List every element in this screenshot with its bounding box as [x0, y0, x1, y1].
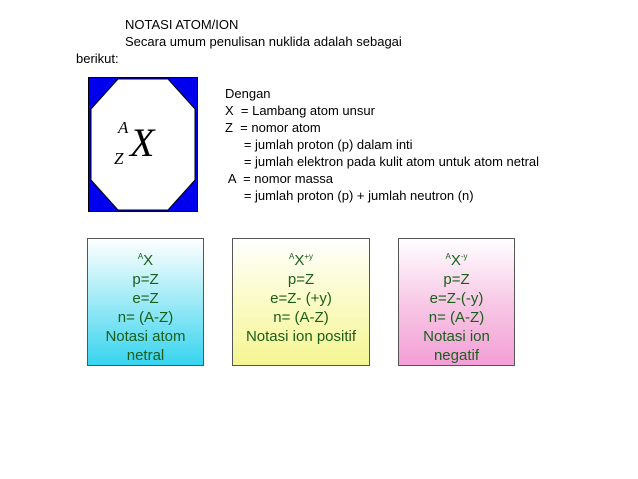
card-element-symbol: X	[294, 252, 305, 269]
card-line: n= (A-Z)	[117, 309, 174, 326]
definition-a-sum: = jumlah proton (p) + jumlah neutron (n)	[233, 188, 474, 203]
nuclide-atomic-number: Z	[114, 149, 124, 168]
card-symbol	[233, 247, 369, 270]
card-element-symbol: X	[143, 252, 154, 269]
card-line: p=Z	[132, 271, 159, 288]
card-symbol	[399, 247, 514, 270]
card-mass-superscript: A	[288, 252, 295, 261]
intro-line-1: Secara umum penulisan nuklida adalah sebagai	[125, 34, 402, 49]
card-line: p=Z	[287, 271, 315, 288]
card-line: e=Z-(-y)	[429, 290, 484, 307]
intro-title: NOTASI ATOM/ION	[125, 17, 239, 32]
card-charge-superscript: -y	[460, 252, 468, 261]
intro-line-2: berikut:	[76, 51, 119, 66]
card-line: n= (A-Z)	[428, 309, 485, 326]
card-line: e=Z- (+y)	[270, 290, 332, 307]
card-symbol	[88, 247, 203, 270]
card-line: Notasi atom	[105, 328, 186, 345]
card-line: e=Z	[132, 290, 159, 307]
definition-z-proton: = jumlah proton (p) dalam inti	[233, 137, 413, 152]
definition-a: A = nomor massa	[225, 171, 334, 186]
card-line: Notasi ion	[423, 328, 490, 345]
card-negative-ion	[398, 238, 515, 366]
card-line: netral	[126, 347, 165, 364]
definition-heading: Dengan	[225, 86, 271, 101]
card-line: negatif	[433, 347, 480, 364]
nuclide-mass-number: A	[118, 118, 129, 137]
card-positive-ion	[232, 238, 370, 366]
definition-x: X = Lambang atom unsur	[225, 103, 375, 118]
definition-z-electron: = jumlah elektron pada kulit atom untuk atom netral	[233, 154, 540, 169]
card-mass-superscript: A	[137, 252, 144, 261]
card-line: n= (A-Z)	[273, 309, 329, 326]
definitions-list	[225, 85, 539, 204]
nuclide-notation-figure	[88, 77, 198, 212]
definition-z: Z = nomor atom	[225, 120, 321, 135]
card-mass-superscript: A	[445, 252, 451, 261]
nuclide-symbol: X	[130, 120, 155, 165]
card-element-symbol: X	[450, 252, 461, 269]
card-line: p=Z	[443, 271, 470, 288]
card-line: Notasi ion positif	[245, 328, 357, 345]
card-neutral-atom	[87, 238, 204, 366]
card-charge-superscript: +y	[304, 252, 314, 261]
